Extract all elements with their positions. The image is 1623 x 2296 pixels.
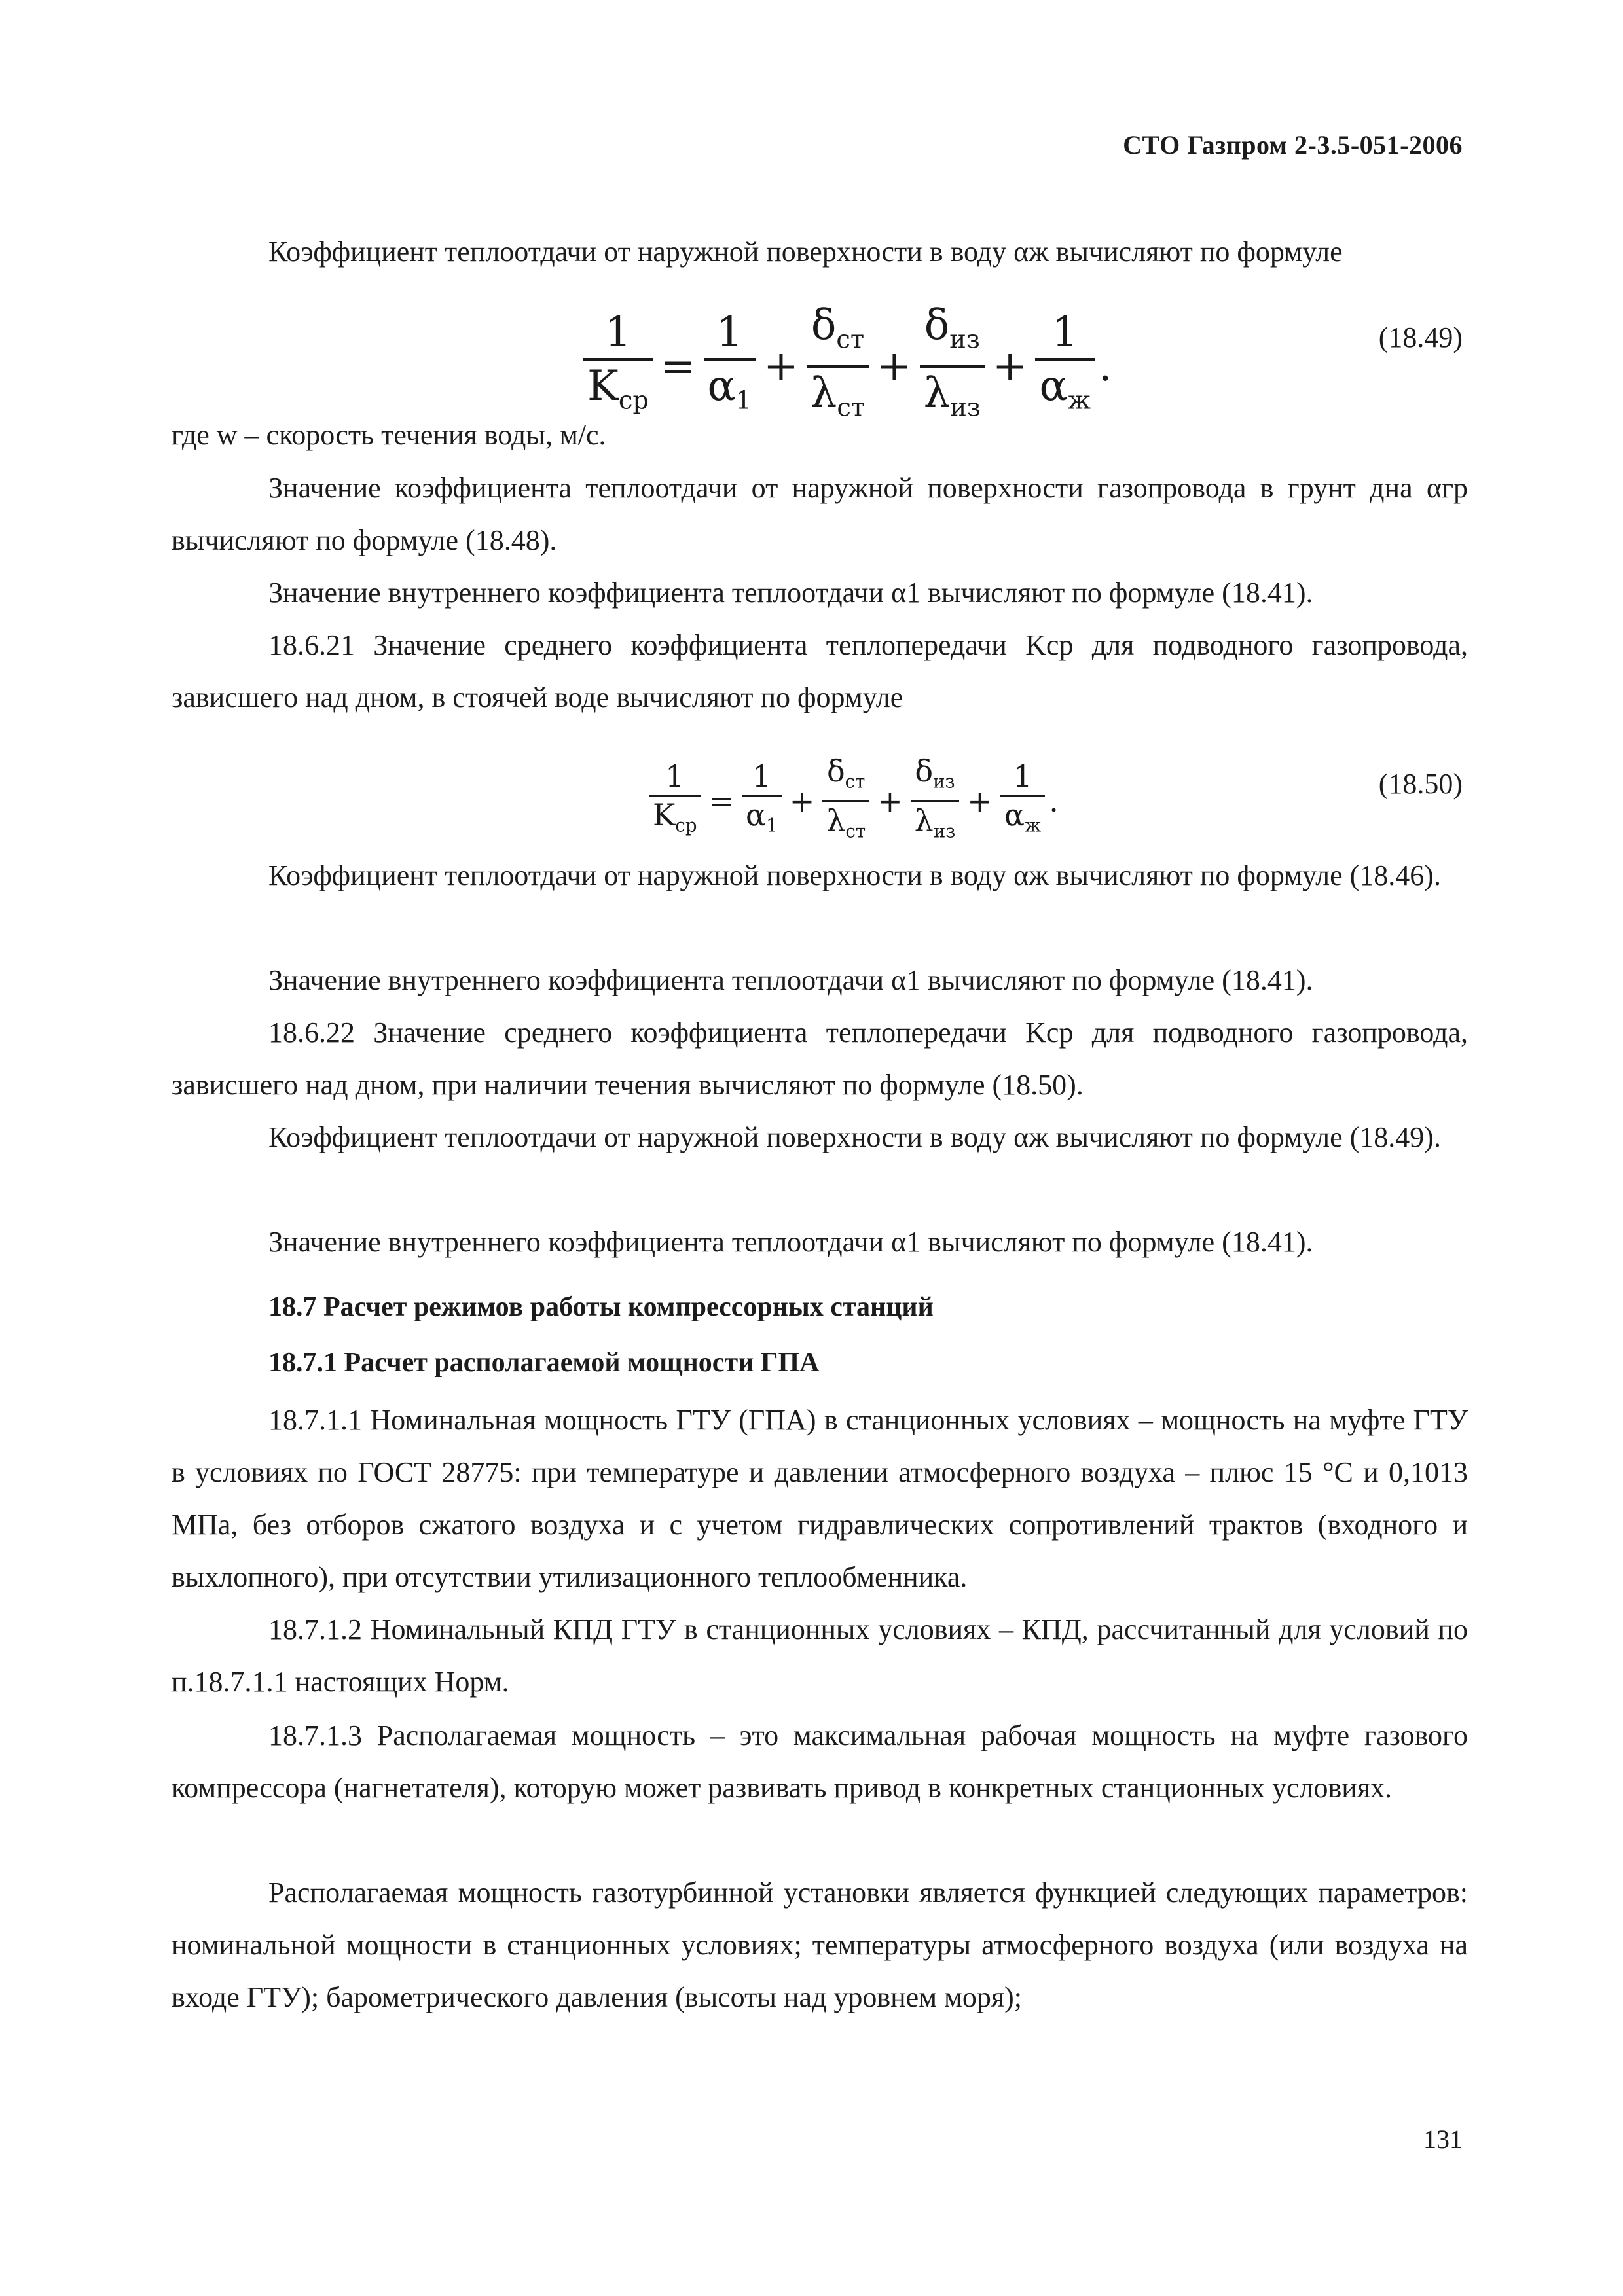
paragraph: 18.7.1.3 Располагаемая мощность – это максимальная рабочая мощность на муфте газового компрессора (нагнетателя), которую может развивать привод в конкретных станционных условиях. [172,1719,1468,1804]
equation-number: (18.49) [1378,321,1463,353]
paragraph: Значение внутреннего коэффициента теплоотдачи α1 вычисляют по формуле (18.41). [268,964,1313,996]
equation-number: (18.50) [1378,768,1463,800]
section-heading: 18.7 Расчет режимов работы компрессорных станций [268,1292,934,1322]
paragraph: 18.7.1.2 Номинальный КПД ГТУ в станционных условиях – КПД, рассчитанный для условий по п.18.7.1.1 настоящих Норм. [172,1613,1468,1698]
page-number: 131 [1423,2125,1463,2154]
paragraph: 18.6.21 Значение среднего коэффициента теплопередачи Kср для подводного газопровода, зависшего над дном, в стоячей воде вычисляют по формуле [172,629,1468,713]
paragraph: 18.7.1.1 Номинальная мощность ГТУ (ГПА) в станционных условиях – мощность на муфте ГТУ в условиях по ГОСТ 28775: при температуре и давлении атмосферного воздуха – плюс 15 °С и 0,1013 МПа, без отборов сжатого воздуха и с учетом гидравлических сопротивлений трактов (входного и выхлопного), при отсутствии утилизационного теплообменника. [172,1404,1468,1593]
paragraph: Коэффициент теплоотдачи от наружной поверхности в воду αж вычисляют по формуле (18.49). [268,1121,1441,1153]
formula-18-49: $\frac{1}{K_{ср}}$ = $\frac{1}{\alpha_1}$ + $\frac{\delta_{ст}}{\lambda_{ст}}$ + $\frac{\delta_{из}}{\lambda_{из}}$ + $\frac{1}{\alpha_ж}$ . [579,300,1112,434]
document-header: СТО Газпром 2-3.5-051-2006 [1123,130,1463,160]
paragraph: Коэффициент теплоотдачи от наружной поверхности в воду αж вычисляют по формуле (18.46). [268,859,1441,891]
paragraph: Значение коэффициента теплоотдачи от наружной поверхности газопровода в грунт дна αгр вычисляют по формуле (18.48). [172,472,1468,556]
paragraph: Значение внутреннего коэффициента теплоотдачи α1 вычисляют по формуле (18.41). [268,577,1313,609]
paragraph: Располагаемая мощность газотурбинной установки является функцией следующих параметров: номинальной мощности в станционных условиях; температуры атмосферного воздуха (или воздуха на входе ГТУ); барометрического давления (высоты над уровнем моря); [172,1876,1468,2013]
formula-18-50: $\frac{1}{K_{ср}}$ = $\frac{1}{\alpha_1}$ + $\frac{\delta_{ст}}{\lambda_{ст}}$ + $\frac{\delta_{из}}{\lambda_{из}}$ + $\frac{1}{\alpha_ж}$ . [645,753,1059,850]
paragraph: 18.6.22 Значение среднего коэффициента теплопередачи Kср для подводного газопровода, зависшего над дном, при наличии течения вычисляют по формуле (18.50). [172,1016,1468,1101]
paragraph: Значение внутреннего коэффициента теплоотдачи α1 вычисляют по формуле (18.41). [268,1226,1313,1258]
paragraph: где w – скорость течения воды, м/с. [172,419,606,451]
subsection-heading: 18.7.1 Расчет располагаемой мощности ГПА [268,1348,820,1378]
paragraph: Коэффициент теплоотдачи от наружной поверхности в воду αж вычисляют по формуле [268,236,1343,268]
